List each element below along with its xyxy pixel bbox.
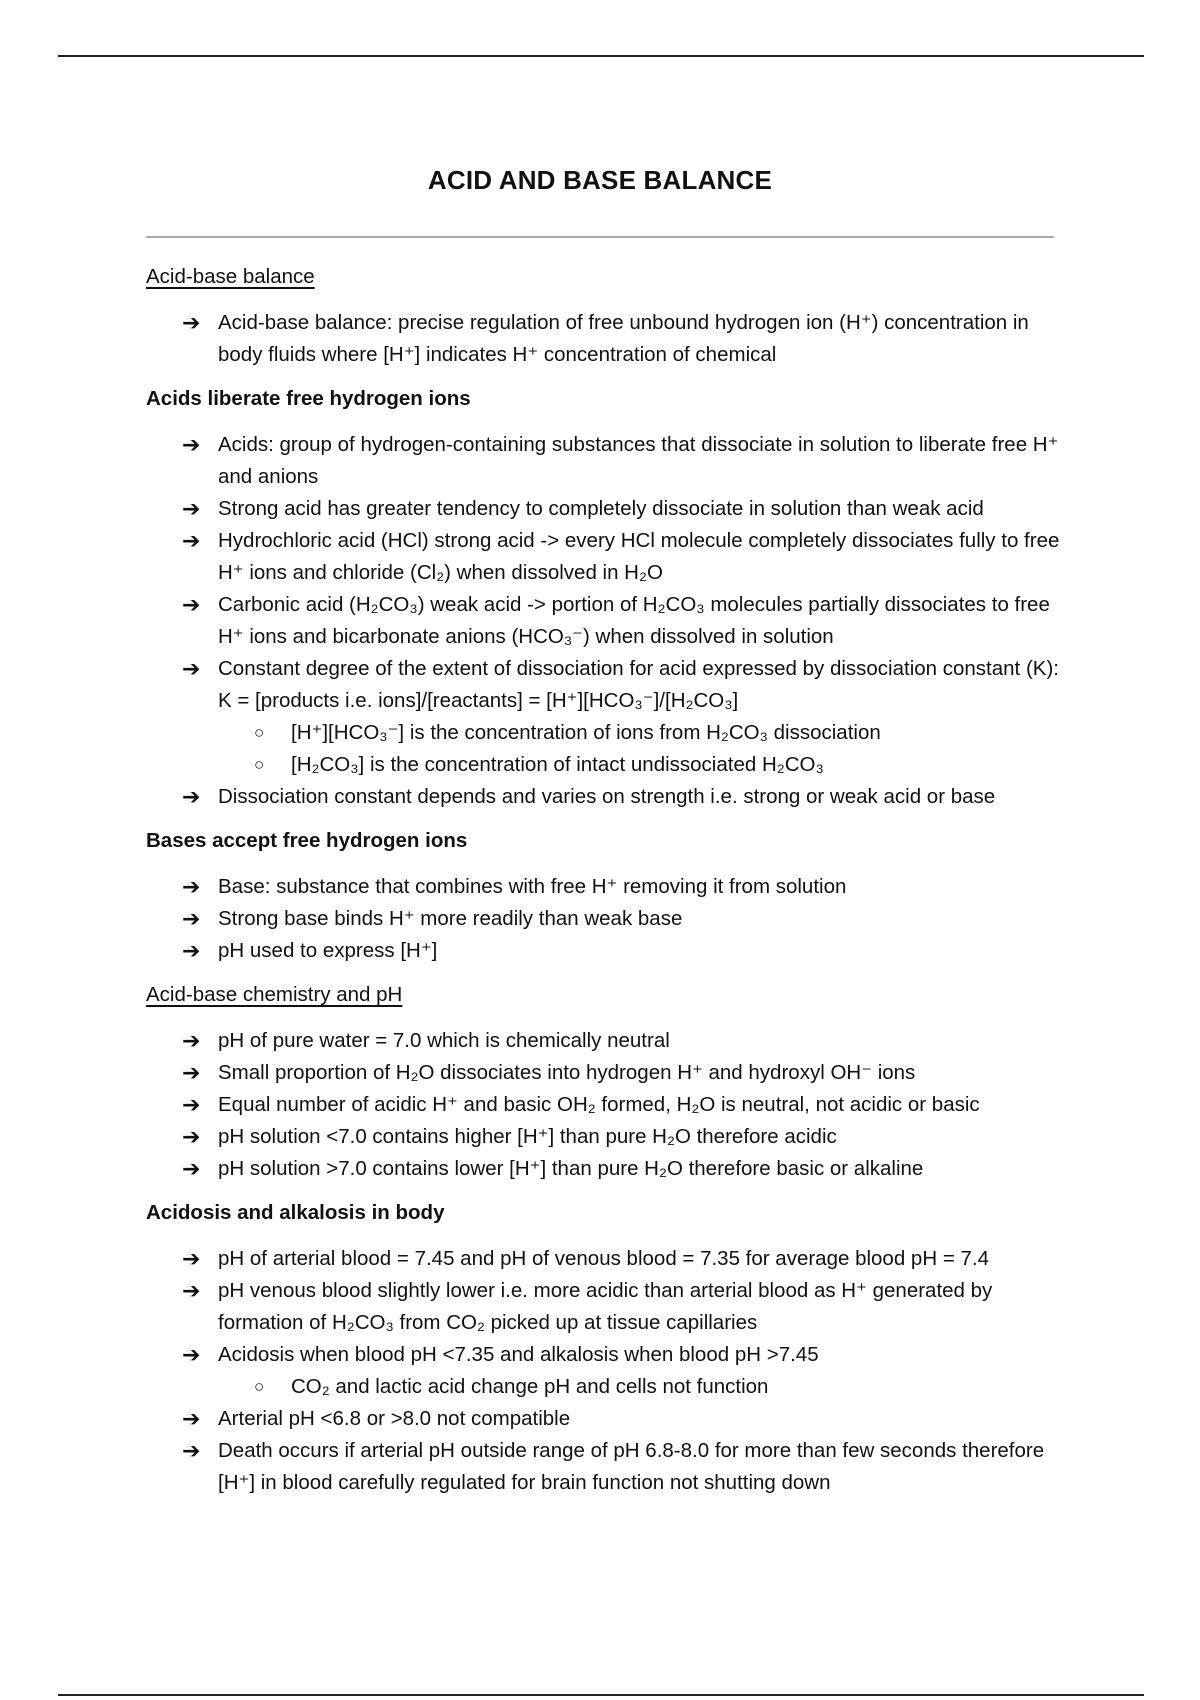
list-item-text: pH used to express [H⁺] xyxy=(218,939,438,962)
list-item-text: Constant degree of the extent of dissociation for acid expressed by dissociation constant (K): K = [products i.e. ions]/[reactants] = [H⁺][HCO₃⁻]/[H₂CO₃] xyxy=(218,657,1059,712)
sub-list-item xyxy=(254,717,1066,749)
arrow-bullet-icon: ➔ xyxy=(182,1092,201,1117)
arrow-bullet-icon: ➔ xyxy=(182,1406,201,1431)
list-item-text: pH of pure water = 7.0 which is chemically neutral xyxy=(218,1029,670,1052)
list-item xyxy=(182,1025,1066,1057)
list-item xyxy=(182,781,1066,813)
list-item-text: pH venous blood slightly lower i.e. more acidic than arterial blood as H⁺ generated by formation of H₂CO₃ from CO₂ picked up at tissue capillaries xyxy=(218,1279,993,1334)
list-item xyxy=(182,429,1066,493)
arrow-bullet-icon: ➔ xyxy=(182,1438,201,1463)
list-item xyxy=(182,493,1066,525)
list-item xyxy=(182,871,1066,903)
arrow-bullet-icon: ➔ xyxy=(182,310,201,335)
list-item xyxy=(182,1057,1066,1089)
list-item-text: Acid-base balance: precise regulation of free unbound hydrogen ion (H⁺) concentration in body fluids where [H⁺] indicates H⁺ concentration of chemical xyxy=(218,311,1029,366)
bullet-list xyxy=(146,1243,1066,1499)
arrow-bullet-icon: ➔ xyxy=(182,1060,201,1085)
title-divider xyxy=(146,236,1054,238)
list-item xyxy=(182,935,1066,967)
list-item-text: pH solution >7.0 contains lower [H⁺] than pure H₂O therefore basic or alkaline xyxy=(218,1157,924,1180)
bullet-list xyxy=(146,1025,1066,1185)
list-item xyxy=(182,1121,1066,1153)
section-heading: Acid-base balance xyxy=(146,265,315,288)
sub-list-item xyxy=(254,749,1066,781)
arrow-bullet-icon: ➔ xyxy=(182,1246,201,1271)
bullet-list xyxy=(146,871,1066,967)
arrow-bullet-icon: ➔ xyxy=(182,1028,201,1053)
sub-list-item xyxy=(254,1371,1066,1403)
sub-list xyxy=(218,717,1066,781)
bullet-list xyxy=(146,429,1066,813)
arrow-bullet-icon: ➔ xyxy=(182,1278,201,1303)
list-item-text: pH solution <7.0 contains higher [H⁺] than pure H₂O therefore acidic xyxy=(218,1125,837,1148)
list-item xyxy=(182,525,1066,589)
page-title: ACID AND BASE BALANCE xyxy=(427,165,773,196)
list-item xyxy=(182,903,1066,935)
list-item-text: Carbonic acid (H₂CO₃) weak acid -> portion of H₂CO₃ molecules partially dissociates to free H⁺ ions and bicarbonate anions (HCO₃⁻) when dissolved in solution xyxy=(218,593,1050,648)
arrow-bullet-icon: ➔ xyxy=(182,1156,201,1181)
arrow-bullet-icon: ➔ xyxy=(182,592,201,617)
bullet-list xyxy=(146,307,1066,371)
section-heading: Acidosis and alkalosis in body xyxy=(146,1201,445,1224)
arrow-bullet-icon: ➔ xyxy=(182,784,201,809)
list-item-text: pH of arterial blood = 7.45 and pH of venous blood = 7.35 for average blood pH = 7.4 xyxy=(218,1247,989,1270)
circle-bullet-icon: ○ xyxy=(254,755,265,774)
arrow-bullet-icon: ➔ xyxy=(182,656,201,681)
arrow-bullet-icon: ➔ xyxy=(182,874,201,899)
list-item-text: Death occurs if arterial pH outside range of pH 6.8-8.0 for more than few seconds therefore [H⁺] in blood carefully regulated for brain function not shutting down xyxy=(218,1439,1045,1494)
top-rule xyxy=(58,55,1144,57)
list-item-text: Acidosis when blood pH <7.35 and alkalosis when blood pH >7.45 xyxy=(218,1343,819,1366)
arrow-bullet-icon: ➔ xyxy=(182,906,201,931)
bottom-rule xyxy=(58,1694,1144,1696)
circle-bullet-icon: ○ xyxy=(254,1377,265,1396)
list-item-text: Hydrochloric acid (HCl) strong acid -> every HCl molecule completely dissociates fully to free H⁺ ions and chloride (Cl₂) when dissolved in H₂O xyxy=(218,529,1060,584)
list-item xyxy=(182,1153,1066,1185)
document-body xyxy=(146,263,1066,1513)
list-item-text: Equal number of acidic H⁺ and basic OH₂ formed, H₂O is neutral, not acidic or basic xyxy=(218,1093,980,1116)
section-heading: Bases accept free hydrogen ions xyxy=(146,829,468,852)
arrow-bullet-icon: ➔ xyxy=(182,432,201,457)
list-item xyxy=(182,1403,1066,1435)
section-heading: Acid-base chemistry and pH xyxy=(146,983,403,1006)
section-heading: Acids liberate free hydrogen ions xyxy=(146,387,471,410)
list-item-text: Small proportion of H₂O dissociates into hydrogen H⁺ and hydroxyl OH⁻ ions xyxy=(218,1061,916,1084)
list-item xyxy=(182,1275,1066,1339)
list-item-text: Base: substance that combines with free H⁺ removing it from solution xyxy=(218,875,847,898)
sub-list-item-text: CO₂ and lactic acid change pH and cells not function xyxy=(291,1375,769,1398)
circle-bullet-icon: ○ xyxy=(254,723,265,742)
sub-list-item-text: [H₂CO₃] is the concentration of intact undissociated H₂CO₃ xyxy=(291,753,824,776)
arrow-bullet-icon: ➔ xyxy=(182,1342,201,1367)
list-item xyxy=(182,1243,1066,1275)
list-item xyxy=(182,1435,1066,1499)
sub-list xyxy=(218,1371,1066,1403)
list-item-text: Strong acid has greater tendency to completely dissociate in solution than weak acid xyxy=(218,497,984,520)
list-item-text: Arterial pH <6.8 or >8.0 not compatible xyxy=(218,1407,571,1430)
list-item xyxy=(182,307,1066,371)
list-item-text: Strong base binds H⁺ more readily than weak base xyxy=(218,907,683,930)
arrow-bullet-icon: ➔ xyxy=(182,496,201,521)
arrow-bullet-icon: ➔ xyxy=(182,938,201,963)
list-item xyxy=(182,1339,1066,1403)
list-item-text: Acids: group of hydrogen-containing substances that dissociate in solution to liberate free H⁺ and anions xyxy=(218,433,1059,488)
sub-list-item-text: [H⁺][HCO₃⁻] is the concentration of ions from H₂CO₃ dissociation xyxy=(291,721,881,744)
arrow-bullet-icon: ➔ xyxy=(182,1124,201,1149)
list-item-text: Dissociation constant depends and varies on strength i.e. strong or weak acid or base xyxy=(218,785,996,808)
arrow-bullet-icon: ➔ xyxy=(182,528,201,553)
list-item xyxy=(182,1089,1066,1121)
list-item xyxy=(182,589,1066,653)
list-item xyxy=(182,653,1066,781)
